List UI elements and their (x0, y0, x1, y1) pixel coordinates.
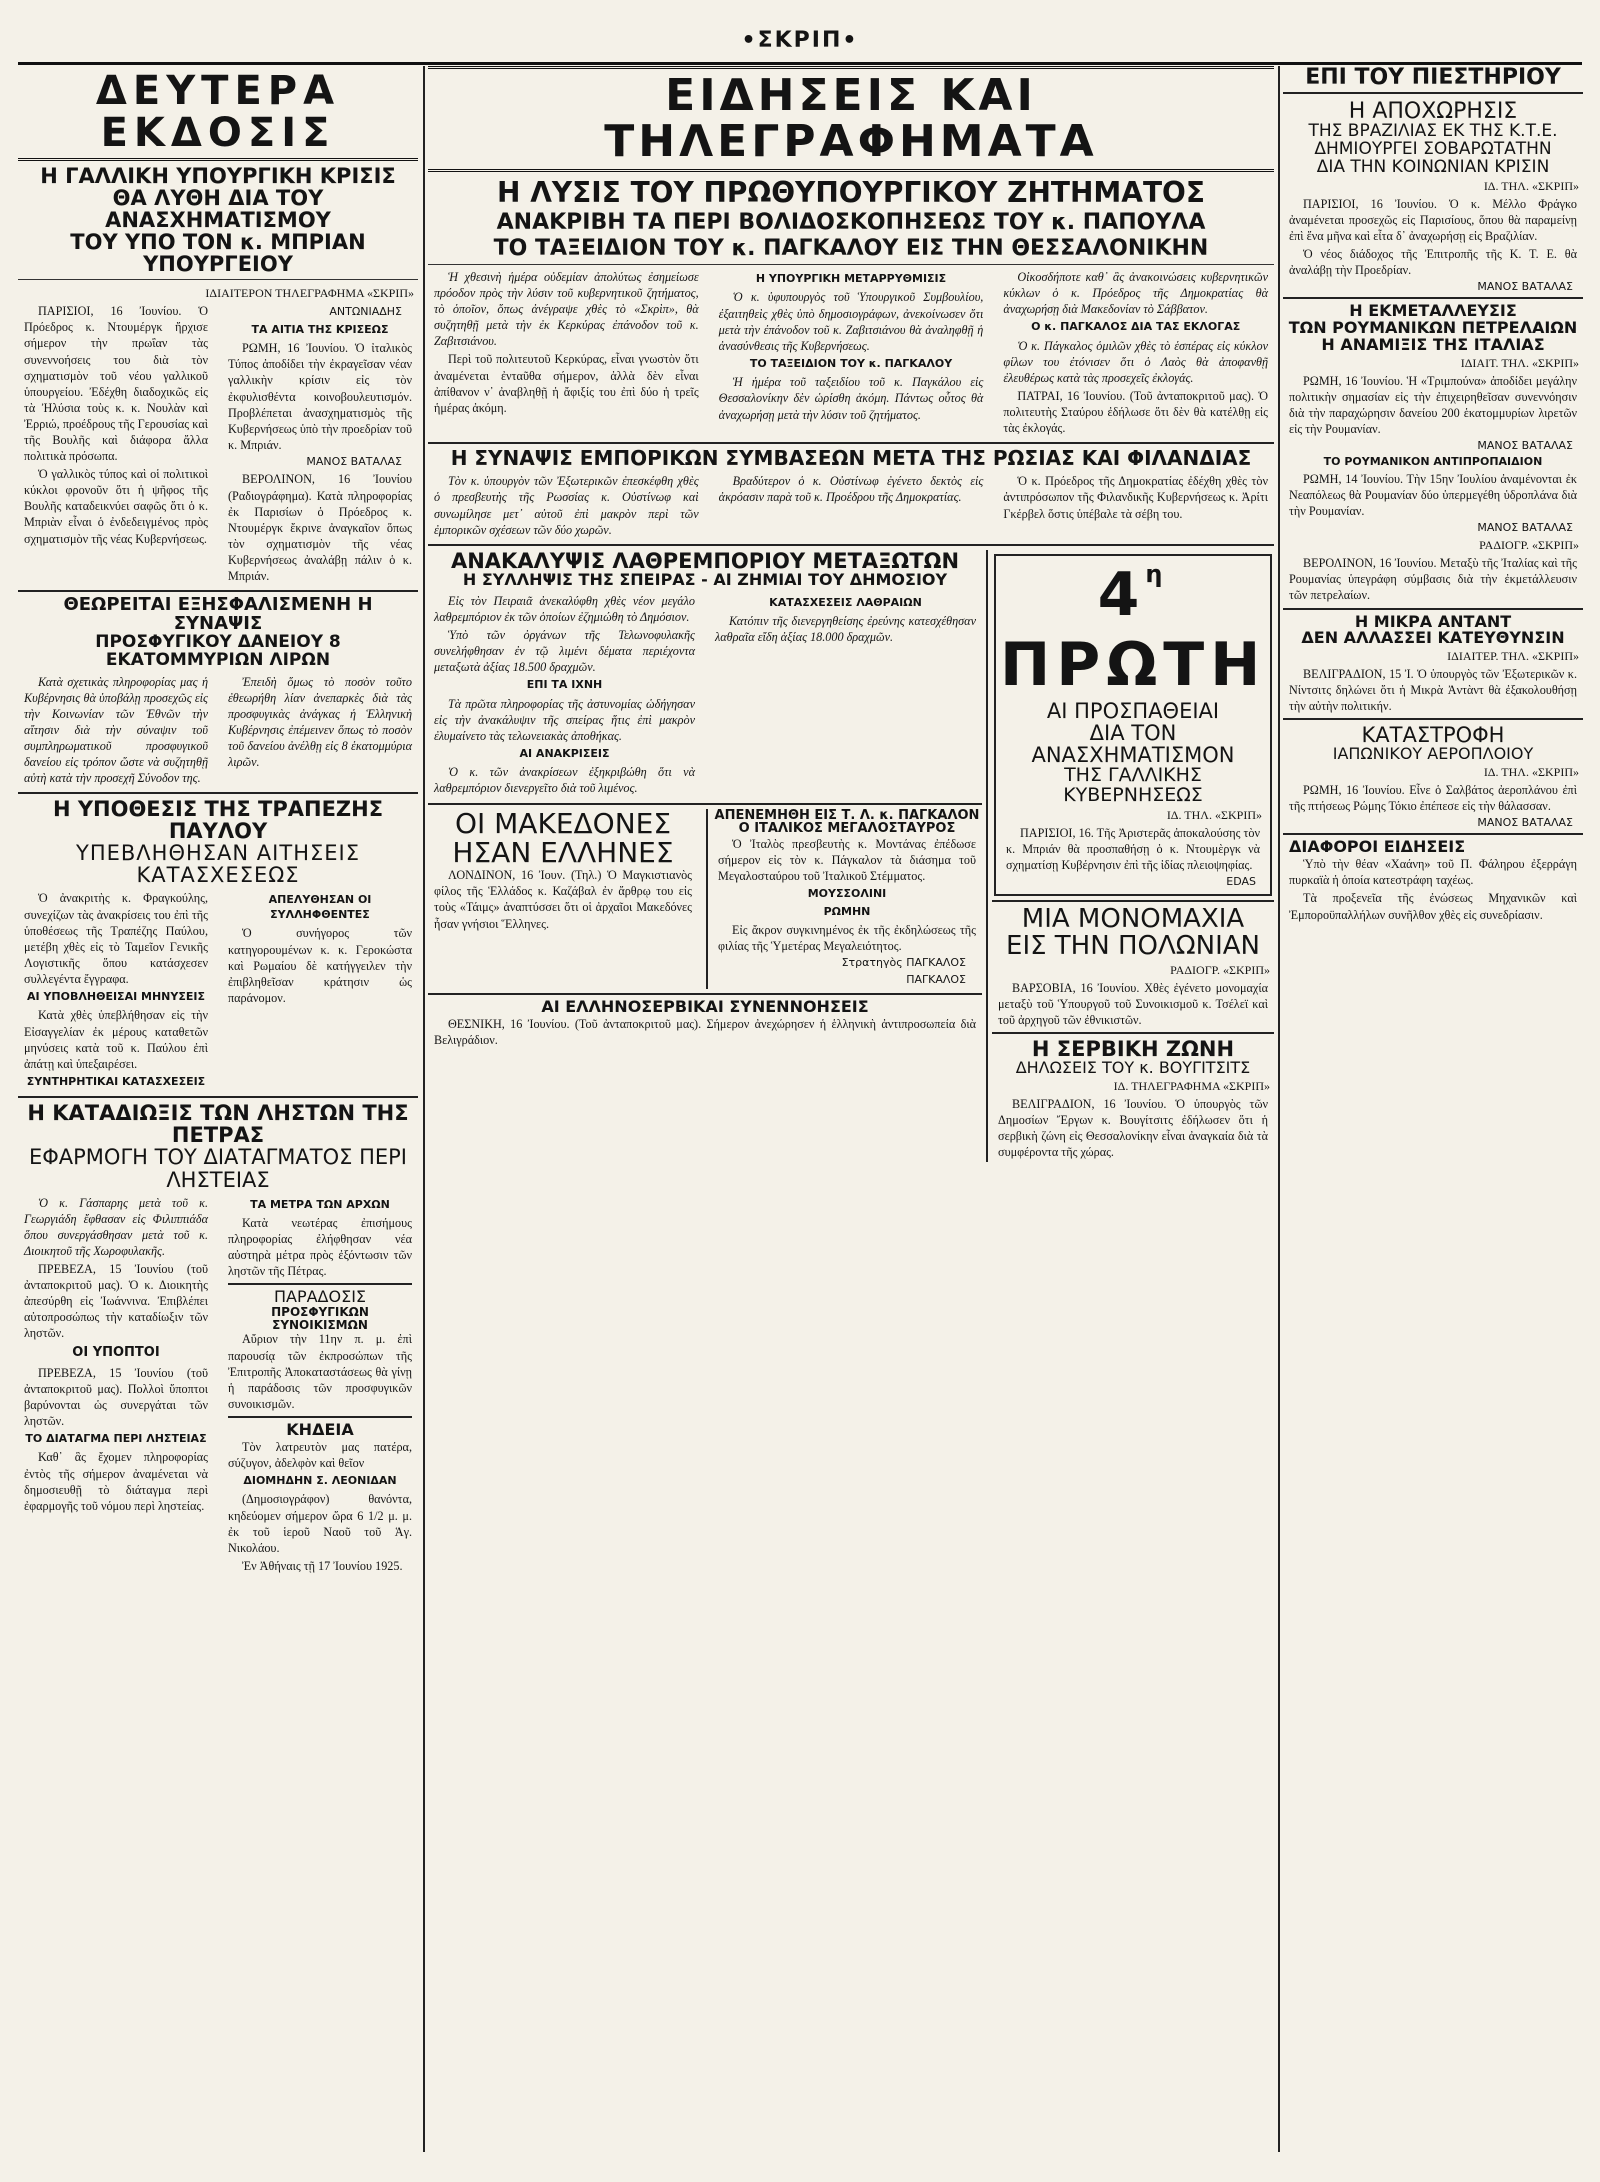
paragraph: Ὁ γαλλικὸς τύπος καὶ οἱ πολιτικοὶ κύκλοι φρονοῦν ὅτι ἡ ψῆφος τῆς Βουλῆς καταδεικνύει σαφῶς ὅτι ὁ κ. Μπριὰν εἶναι ὁ ἐνδεδειγμένος πρὸς σχηματισμὸν τῆς νέας Κυβερνήσεως. (24, 467, 208, 546)
byline: EDAS (1226, 874, 1256, 888)
paragraph: ΛΟΝΔΙΝΟΝ, 16 Ἰουν. (Τηλ.) Ὁ Μαγκιστιανὸς φίλος τῆς Ἑλλάδος κ. Καζάβαλ ἐν ἄρθρῳ του εἰς τοὺς «Τάιμς» ἀναπτύσσει ὅτι οἱ ἀρχαῖοι Μακεδόνες ἦσαν γνήσιοι Ἕλληνες. (434, 868, 692, 931)
article-premier-question (428, 178, 1274, 438)
section-heading: ΡΩΜΗΝ (823, 904, 871, 918)
paragraph: (Δημοσιογράφον) θανόντα, κηδεύομεν σήμερον ὥρα 6 1/2 μ. μ. ἐκ τοῦ ἱεροῦ Ναοῦ τοῦ Ἁγ. Νικολάου. (228, 1492, 412, 1555)
article-silk-smuggling (428, 550, 982, 799)
section-heading: Η ΥΠΟΥΡΓΙΚΗ ΜΕΤΑΡΡΥΘΜΙΣΙΣ (755, 271, 947, 285)
headline: Η ΣΕΡΒΙΚΗ ΖΩΝΗ (1031, 1036, 1235, 1061)
section-heading: ΤΟ ΔΙΑΤΑΓΜΑ ΠΕΡΙ ΛΗΣΤΕΙΑΣ (25, 1431, 207, 1445)
subheadline: ΔΙΑ ΤΗΝ ΚΟΙΝΩΝΙΑΝ ΚΡΙΣΙΝ (1316, 156, 1550, 177)
headline: ΔΙΑΦΟΡΟΙ ΕΙΔΗΣΕΙΣ (1289, 837, 1466, 857)
article-macedonians (428, 806, 698, 990)
article-pavlou-bank (18, 798, 418, 1092)
section-heading: Ο κ. ΠΑΓΚΑΛΟΣ ΔΙΑ ΤΑΣ ΕΚΛΟΓΑΣ (1031, 320, 1241, 334)
section-heading: ΤΟ ΡΟΥΜΑΝΙΚΟΝ ΑΝΤΙΠΡΟΠΑΙΔΙΟΝ (1323, 454, 1543, 468)
byline: ΜΑΝΟΣ ΒΑΤΑΛΑΣ (1477, 438, 1573, 452)
paragraph: Τὰ προξενεῖα τῆς ἐνώσεως Μηχανικῶν καὶ Ἐμποροϋπαλλήλων συνῆλθον χθὲς εἰς συνεδρίασιν. (1289, 891, 1577, 922)
paragraph: Κατὰ χθὲς ὑπεβλήθησαν εἰς τὴν Εἰσαγγελίαν ἐκ μέρους καταθετῶν μηνύσεις κατὰ τοῦ κ. Παύλου ἐπὶ ἀπάτῃ καὶ ὑπεξαιρέσει. (24, 1008, 208, 1071)
paragraph: ΒΕΡΟΛΙΝΟΝ, 16 Ἰουνίου. Μεταξὺ τῆς Ἰταλίας καὶ τῆς Ρουμανίας ὑπεγράφη σύμβασις διὰ τὴν ἐκμετάλλευσιν τῶν πετρελαίων. (1289, 556, 1577, 603)
article-polish-duel (992, 903, 1274, 1028)
article-petra-bandits (18, 1102, 418, 1576)
section-heading: ΜΟΥΣΣΟΛΙΝΙ (807, 887, 887, 901)
paragraph: ΠΑΡΙΣΙΟΙ, 16 Ἰουνίου. Ὁ κ. Μέλλο Φράγκο ἀναμένεται προσεχῶς εἰς Παρισίους, ὅπου θὰ παραμείνῃ ἐπὶ ἕνα μῆνα καὶ εἶτα δ᾽ ἀναχωρήσῃ εἰς Βραζιλίαν. (1289, 196, 1577, 243)
article-finland-russia (428, 448, 1274, 539)
paragraph: ΡΩΜΗ, 16 Ἰουνίου. Εἶνε ὁ Σαλβάτος ἀεροπλάνου ἐπὶ τῆς πτήσεως Ρώμης Τόκιο ἐπέπεσε εἰς τὴν θάλασσαν. (1289, 783, 1577, 814)
deceased-name: ΔΙΟΜΗΔΗΝ Σ. ΛΕΟΝΙΔΑΝ (243, 1473, 397, 1487)
paragraph: Κατόπιν τῆς διενεργηθείσης ἐρεύνης κατεσχέθησαν λαθραῖα εἴδη ἀξίας 18.000 δραχμῶν. (715, 614, 976, 645)
dateline: ΙΔ. ΤΗΛΕΓΡΑΦΗΜΑ «ΣΚΡΙΠ» (1113, 1078, 1270, 1093)
subheadline: ΕΦΑΡΜΟΓΗ ΤΟΥ ΔΙΑΤΑΓΜΑΤΟΣ ΠΕΡΙ ΛΗΣΤΕΙΑΣ (28, 1145, 408, 1192)
section-heading: ΑΠΕΛΥΘΗΣΑΝ ΟΙ ΣΥΛΛΗΦΘΕΝΤΕΣ (268, 893, 372, 921)
subheadline: ΔΗΛΩΣΕΙΣ ΤΟΥ κ. ΒΟΥΓΙΤΣΙΤΣ (1015, 1057, 1251, 1077)
subheadline: ΘΑ ΛΥΘΗ ΔΙΑ ΤΟΥ ΑΝΑΣΧΗΜΑΤΙΣΜΟΥ (105, 186, 331, 233)
column-left (18, 66, 418, 2156)
subheadline: Ο ΙΤΑΛΙΚΟΣ ΜΕΓΑΛΟΣΤΑΥΡΟΣ (738, 821, 956, 837)
paragraph: Κατὰ σχετικὰς πληροφορίας μας ἡ Κυβέρνησις θὰ ὑποβάλῃ προσεχῶς εἰς τὴν Κοινωνίαν τῶν Ἐθνῶν τὴν αἴτησιν διὰ τὴν σύναψιν τοῦ συμπληρωματικοῦ προσφυγικοῦ δανείου εἰς τρόπον ὥστε νὰ συζητηθῇ αὐτὴ κατὰ τὴν προσεχῆ Σύνοδον της. (24, 674, 208, 786)
divider (1283, 608, 1583, 610)
paragraph: Ὁ νέος διάδοχος τῆς Ἐπιτροπῆς τῆς Κ. Τ. Ε. θὰ ἀναλάβῃ τὴν Προεδρίαν. (1289, 247, 1577, 278)
article-little-entente (1283, 611, 1583, 715)
headline: Η ΥΠΟΘΕΣΙΣ ΤΗΣ ΤΡΑΠΕΖΗΣ ΠΑΥΛΟΥ (52, 797, 384, 844)
paragraph: Τὰ πρῶτα πληροφορίας τῆς ἀστυνομίας ὡδήγησαν εἰς τὴν ἀνακάλυψιν τῆς σπείρας ἥτις ἐπὶ μακρὸν ἐλυμαίνετο τὰς τελωνειακὰς ἀποθήκας. (434, 696, 695, 743)
dateline: ΙΔΙΑΙΤΕΡ. ΤΗΛ. «ΣΚΡΙΠ» (1447, 649, 1579, 664)
column-rule (423, 66, 425, 2152)
subheadline: ΕΙΣ ΤΗΝ ΠΟΛΩΝΙΑΝ (1006, 931, 1260, 962)
article-italian-decoration (706, 809, 982, 990)
subheadline: ΔΗΜΙΟΥΡΓΕΙ ΣΟΒΑΡΩΤΑΤΗΝ (1314, 139, 1552, 160)
section-heading: ΑΙ ΑΝΑΚΡΙΣΕΙΣ (519, 746, 610, 760)
section-heading: ΚΑΤΑΣΧΕΣΕΙΣ ΛΑΘΡΑΙΩΝ (769, 595, 922, 609)
divider (428, 544, 1274, 546)
section-heading: ΤΟ ΤΑΞΕΙΔΙΟΝ ΤΟΥ κ. ΠΑΓΚΑΛΟΥ (749, 356, 953, 370)
article-court-brazil (1283, 66, 1583, 293)
article-various-news (1283, 839, 1583, 922)
paragraph: Εἰς ἄκρον συγκινημένος ἐκ τῆς ἐκδηλώσεως τῆς φιλίας τῆς Ὑμετέρας Μεγαλειότητος. (718, 923, 976, 954)
section-heading: ΤΑ ΑΙΤΙΑ ΤΗΣ ΚΡΙΣΕΩΣ (251, 322, 389, 336)
divider (18, 792, 418, 794)
headline: ΠΑΡΑΔΟΣΙΣ (273, 1287, 367, 1307)
paragraph: Τὸν λατρευτὸν μας πατέρα, σύζυγον, ἀδελφὸν καὶ θεῖον (228, 1439, 412, 1470)
divider (228, 1416, 412, 1418)
divider (1283, 833, 1583, 835)
paragraph: Καθ᾽ ἃς ἔχομεν πληροφορίας ἐντὸς τῆς σήμερον ἀναμένεται νὰ δημοσιευθῇ τὸ διάταγμα περὶ ἐφαρμογῆς τοῦ νόμου περὶ ληστείας. (24, 1450, 208, 1513)
article-serbian-zone (992, 1038, 1274, 1160)
masthead: •ΣΚΡΙΠ• (741, 28, 859, 53)
paragraph: ΒΕΛΙΓΡΑΔΙΟΝ, 15 Ἰ. Ὁ ὑπουργὸς τῶν Ἐξωτερικῶν κ. Νίντσιτς δηλώνει ὅτι ἡ Μικρὰ Ἀντὰντ θὰ ἐξακολουθήσῃ τὴν αὐτὴν πολιτικήν. (1289, 667, 1577, 714)
byline: ΜΑΝΟΣ ΒΑΤΑΛΑΣ (1477, 521, 1573, 535)
column-main (428, 66, 1274, 2156)
paragraph: ΒΑΡΣΟΒΙΑ, 16 Ἰουνίου. Χθὲς ἐγένετο μονομαχία μεταξὺ τοῦ Ὑπουργοῦ τοῦ Συνοικισμοῦ κ. Τσέλεϊ καὶ τοῦ ἀρχηγοῦ τῶν ἐθνικιστῶν. (998, 980, 1268, 1027)
divider (18, 590, 418, 592)
subheadline: ΠΡΟΣΦΥΓΙΚΟΥ ΔΑΝΕΙΟΥ 8 ΕΚΑΤΟΜΜΥΡΙΩΝ ΛΙΡΩΝ (95, 631, 341, 670)
paragraph: ΠΑΡΙΣΙΟΙ, 16 Ἰουνίου. Ὁ Πρόεδρος κ. Ντουμέργκ ἤρχισε σήμερον τὴν πρωΐαν τὰς συνεννοήσεις του διὰ τὸν σχηματισμὸν τοῦ νέου γαλλικοῦ ὑπουργείου. Ἐδέχθη διαδοχικῶς εἰς τὰ Ἠλύσια τοὺς κ. κ. Νουλὰν καὶ Ἐρριώ, προέδρους τῆς Γερουσίας καὶ τῆς Βουλῆς καὶ διάφορα ἄλλα πολιτικὰ πρόσωπα. (24, 304, 208, 464)
paragraph: Ὁ κ. Γάσπαρης μετὰ τοῦ κ. Γεωργιάδη ἔφθασαν εἰς Φιλιππιάδα ὅπου συνεργάσθησαν μετὰ τοῦ κ. Διοικητοῦ τῆς Χωροφυλακῆς. (24, 1195, 208, 1258)
subheadline: ΙΑΠΩΝΙΚΟΥ ΑΕΡΟΠΛΟΙΟΥ (1332, 744, 1534, 764)
column-right (1283, 66, 1583, 2156)
subheadline: Η ΑΠΟΧΩΡΗΣΙΣ (1348, 99, 1518, 125)
paragraph: Ἡ χθεσινὴ ἡμέρα οὐδεμίαν ἀπολύτως ἐσημείωσε πρόοδον πρὸς τὴν λύσιν τοῦ κυβερνητικοῦ ζητήματος, τὸ ὁποῖον, ὅπως ἀνέγραψε χθὲς τὸ «Σκρὶπ», θὰ συζητηθῇ μετὰ τὴν ἐκ Κερκύρας ἐπάνοδον τοῦ κ. Ζαβιτσιάνου. (434, 269, 699, 349)
paragraph: ΡΩΜΗ, 14 Ἰουνίου. Τὴν 15ην Ἰουλίου ἀναμένονται ἐκ Νεαπόλεως θὰ Ρουμανίαν δύο ὑπερμεγέθη ὑδροπλάνα διὰ τὴν Ρουμανίαν. (1289, 471, 1577, 519)
paragraph: Οἰκοσδήποτε καθ᾽ ἃς ἀνακοινώσεις κυβερνητικῶν κύκλων ὁ κ. Πρόεδρος τῆς Δημοκρατίας θὰ ἀναχωρήσῃ διὰ Μακεδονίαν τὸ Σάββατον. (1003, 269, 1269, 317)
byline: ΜΑΝΟΣ ΒΑΤΑΛΑΣ (306, 454, 402, 468)
divider (18, 1096, 418, 1098)
subheadline: ΤΟΥ ΥΠΟ ΤΟΝ κ. ΜΠΡΙΑΝ ΥΠΟΥΡΓΕΙΟΥ (70, 230, 366, 277)
headline: ΜΙΑ ΜΟΝΟΜΑΧΙΑ (1021, 903, 1245, 934)
byline: Στρατηγὸς ΠΑΓΚΑΛΟΣ (841, 956, 966, 970)
edition-number (1000, 560, 1266, 700)
edition-number-digit: 4 (1097, 559, 1146, 630)
subheadline: Η ΑΝΑΜΙΞΙΣ ΤΗΣ ΙΤΑΛΙΑΣ (1321, 334, 1545, 354)
funeral-notice (228, 1419, 412, 1574)
article-refugee-settlements (228, 1289, 412, 1411)
paragraph: ΠΑΤΡΑΙ, 16 Ἰουνίου. (Τοῦ ἀνταποκριτοῦ μας). Ὁ πολιτευτὴς Σταύρου ἐδήλωσε ὅτι δὲν θὰ κατέλθῃ εἰς τὰς ἐκλογάς. (1003, 389, 1269, 436)
article-refugee-loan (18, 596, 418, 788)
paragraph: ΠΡΕΒΕΖΑ, 15 Ἰουνίου (τοῦ ἀνταποκριτοῦ μας). Πολλοὶ ὕποπτοι βαρύνονται ὡς συνεργάται τῶν ληστῶν. (24, 1365, 208, 1428)
divider (428, 264, 1274, 265)
paragraph: Ὁ συνήγορος τῶν κατηγορουμένων κ. κ. Γεροκώστα καὶ Ρωμαίου δὲ κατήγγειλεν τὴν ἐπιβληθεῖσαν κράτησιν ὡς παράνομον. (228, 926, 412, 1005)
article-french-crisis (18, 165, 418, 586)
byline: ΜΑΝΟΣ ΒΑΤΑΛΑΣ (1477, 816, 1573, 830)
divider (428, 993, 982, 995)
article-greek-serbian-talks (428, 999, 982, 1048)
dateline: ΡΑΔΙΟΓΡ. «ΣΚΡΙΠ» (1170, 962, 1270, 977)
paragraph: Ὁ Ἰταλὸς πρεσβευτὴς κ. Μοντάνας ἐπέδωσε σήμερον εἰς τὸν κ. Πάγκαλον τὰ διάσημα τοῦ Μεγαλοσταύρου τοῦ Ἰταλικοῦ Στέμματος. (718, 836, 976, 883)
article-japanese-plane (1283, 724, 1583, 829)
dateline: ΙΔΙΑΙΤΕΡΟΝ ΤΗΛΕΓΡΑΦΗΜΑ «ΣΚΡΙΠ» (205, 286, 414, 301)
divider (228, 1283, 412, 1285)
subheadline: ΠΡΟΣΦΥΓΙΚΩΝ ΣΥΝΟΙΚΙΣΜΩΝ (271, 1305, 369, 1332)
paragraph: Ὁ κ. τῶν ἀνακρίσεων ἐξηκριβώθη ὅτι νὰ λαθρεμπόριον διενεργεῖτο διὰ τοῦ λιμένος. (434, 765, 695, 796)
subheadline: ΗΣΑΝ ΕΛΛΗΝΕΣ (452, 835, 674, 869)
headline: Η ΓΑΛΛΙΚΗ ΥΠΟΥΡΓΙΚΗ ΚΡΙΣΙΣ (40, 164, 396, 188)
section-heading: ΤΑ ΜΕΤΡΑ ΤΩΝ ΑΡΧΩΝ (250, 1197, 390, 1211)
paragraph: Περὶ τοῦ πολιτευτοῦ Κερκύρας, εἶναι γνωστὸν ὅτι ἀναμένεται ἐνταῦθα σήμερον, ἀλλὰ δὲν εἶναι ἀπίθανον ν᾽ ἀναβληθῇ ἡ ἄφιξίς του ἐπὶ δύο ἡ τρεῖς ἡμέρας ἀκόμη. (434, 352, 699, 415)
byline: ΜΑΝΟΣ ΒΑΤΑΛΑΣ (1477, 280, 1573, 294)
paragraph: Βραδύτερον ὁ κ. Οὐστίνωφ ἐγένετο δεκτὸς εἰς ἀκρόασιν παρὰ τοῦ κ. Προέδρου τῆς Δημοκρατίας. (718, 474, 984, 505)
paragraph: Εἰς τὸν Πειραιᾶ ἀνεκαλύφθη χθὲς νέον μεγάλο λαθρεμπόριον ἐκ τῶν ὁποίων ἐζημιώθη τὸ Δημόσιον. (434, 593, 695, 624)
paragraph: ΒΕΡΟΛΙΝΟΝ, 16 Ἰουνίου (Ραδιογράφημα). Κατὰ πληροφορίας ἐκ Παρισίων ὁ Πρόεδρος κ. Ντουμέργκ ἔκρινε ἀναγκαῖον ὅπως τὸν σχηματισμὸν τῆς νέας Κυβερνήσεως ἀναλάβῃ πάλιν ὁ κ. Μπριάν. (228, 472, 412, 583)
paragraph: Ὁ ἀνακριτὴς κ. Φραγκούλης, συνεχίζων τὰς ἀνακρίσεις του ἐπὶ τῆς ὑποθέσεως τῆς Τραπέζης Παύλου, μετέβη χθὲς εἰς τὸ Ταμεῖον Γενικῆς Λογιστικῆς ὅπου κατάσχεσεν συλλεγέντα ἔγγραφα. (24, 891, 208, 986)
headline: Η ΣΥΝΑΨΙΣ ΕΜΠΟΡΙΚΩΝ ΣΥΜΒΑΣΕΩΝ ΜΕΤΑ ΤΗΣ ΡΩΣΙΑΣ ΚΑΙ ΦΙΛΑΝΔΙΑΣ (450, 446, 1252, 471)
headline: ΟΙ ΜΑΚΕΔΟΝΕΣ (454, 806, 672, 840)
notice-date: Ἐν Ἀθήναις τῇ 17 Ἰουνίου 1925. (242, 1558, 403, 1573)
headline: ΑΙ ΕΛΛΗΝΟΣΕΡΒΙΚΑΙ ΣΥΝΕΝΝΟΗΣΕΙΣ (541, 997, 869, 1017)
paragraph: ΡΩΜΗ, 16 Ἰουνίου. Ὁ ἰταλικὸς Τύπος ἀποδίδει τὴν ἐκραγεῖσαν νέαν γαλλικὴν κρίσιν εἰς τὸν ἐκφυλισθέντα κοινοβουλευτισμόν. Προβλέπεται ἀνασχηματισμὸς τῆς Κυβερνήσεως ὑπὸ τὴν προεδρίαν τοῦ κ. Μπριάν. (228, 341, 412, 452)
edition-word: ΠΡΩΤΗ (1000, 629, 1267, 700)
headline: ΚΗΔΕΙΑ (286, 1419, 354, 1439)
edition-number-suffix: η (1145, 559, 1169, 588)
subheadline: ΤΩΝ ΡΟΥΜΑΝΙΚΩΝ ΠΕΤΡΕΛΑΙΩΝ (1288, 317, 1578, 337)
headline: ΚΑΤΑΣΤΡΟΦΗ (1361, 723, 1505, 748)
paragraph: ΡΩΜΗ, 16 Ἰουνίου. Ἡ «Τριμπούνα» ἀποδίδει μεγάλην πολιτικὴν σημασίαν εἰς τὴν ἐπιχειρηθεῖσαν συνεννόησιν διὰ τὴν παραχώρησιν δανείου 200 ἑκατομμυρίων λιρετῶν εἰς τὴν Ρουμανίαν. (1289, 373, 1577, 436)
subheadline: ΤΗΣ ΒΡΑΖΙΛΙΑΣ ΕΚ ΤΗΣ Κ.Τ.Ε. (1308, 121, 1558, 142)
paragraph: Ὑπὸ τῶν ὀργάνων τῆς Τελωνοφυλακῆς συνελήφθησαν ἐν τῷ λιμένι δέματα περιέχοντα μεταξωτὰ ἀξίας 18.500 δραχμῶν. (434, 627, 695, 674)
byline: ΑΝΤΩΝΙΑΔΗΣ (329, 305, 402, 319)
subheadline: ΤΗΣ ΓΑΛΛΙΚΗΣ ΚΥΒΕΡΝΗΣΕΩΣ (1063, 763, 1203, 806)
divider (1283, 297, 1583, 299)
dateline: ΙΔ. ΤΗΛ. «ΣΚΡΙΠ» (1166, 807, 1262, 822)
divider (992, 1032, 1274, 1034)
subheadline: ΑΝΑΚΡΙΒΗ ΤΑ ΠΕΡΙ ΒΟΛΙΔΟΣΚΟΠΗΣΕΩΣ ΤΟΥ κ. ΠΑΠΟΥΛΑ (496, 209, 1206, 235)
article-romanian-petrol (1283, 303, 1583, 603)
headline: ΑΙ ΠΡΟΣΠΑΘΕΙΑΙ (1046, 698, 1220, 723)
paragraph: Ὁ κ. ὑφυπουργὸς τοῦ Ὑπουργικοῦ Συμβουλίου, ἐξαιτηθεὶς χθὲς ὑπὸ δημοσιογράφων, ἀνεκοίνωσεν ὅτι μετὰ τὴν ἐπάνοδον τοῦ κ. Ζαβιτσιάνου θὰ ἀναληφθῇ ἡ ἀνασύνθεσις τῆς Κυβερνήσεως. (718, 290, 984, 353)
paragraph: Ὑπὸ τὴν θέαν «Χαάνη» τοῦ Π. Φάληρου ἐξερράγη πυρκαϊὰ ἡ ὁποία κατεστράφη ταχέως. (1289, 857, 1577, 888)
headline: Η ΕΚΜΕΤΑΛΛΕΥΣΙΣ (1349, 301, 1517, 321)
paragraph: ΠΡΕΒΕΖΑ, 15 Ἰουνίου (τοῦ ἀνταποκριτοῦ μας). Ὁ κ. Διοικητὴς ἀπεσύρθη εἰς Ἰωάννινα. Ἐπιβλέπει αὐτοπροσώπως τὴν καταδίωξιν τῶν ληστῶν. (24, 1261, 208, 1341)
top-rule (18, 62, 1582, 65)
headline: ΑΠΕΝΕΜΗΘΗ ΕΙΣ Τ. Λ. κ. ΠΑΓΚΑΛΟΝ (714, 807, 980, 823)
paragraph: Ἡ ἡμέρα τοῦ ταξειδίου τοῦ κ. Παγκάλου εἰς Θεσσαλονίκην δὲν ὡρίσθη ἀκόμη. Πάντως οὗτος θὰ ἀναχωρήσῃ μετὰ τὴν λύσιν τοῦ ζητήματος. (718, 375, 984, 422)
headline: Η ΚΑΤΑΔΙΩΞΙΣ ΤΩΝ ΛΗΣΤΩΝ ΤΗΣ ΠΕΤΡΑΣ (27, 1101, 409, 1148)
divider (1283, 718, 1583, 720)
edition-heading: ΔΕΥΤΕΡΑ ΕΚΔΟΣΙΣ (18, 66, 418, 161)
headline: Η ΜΙΚΡΑ ΑΝΤΑΝΤ (1354, 611, 1512, 631)
divider (18, 279, 418, 280)
news-banner: ΕΙΔΗΣΕΙΣ ΚΑΙ ΤΗΛΕΓΡΑΦΗΜΑΤΑ (428, 66, 1274, 172)
section-heading: ΑΙ ΥΠΟΒΛΗΘΕΙΣΑΙ ΜΗΝΥΣΕΙΣ (27, 989, 205, 1003)
article-fourth-edition (994, 554, 1272, 896)
divider (428, 803, 982, 805)
section-heading: ΟΙ ΥΠΟΠΤΟΙ (72, 1345, 160, 1361)
paragraph: ΠΑΡΙΣΙΟΙ, 16. Τῆς Ἀριστερᾶς ἀποκαλούσης τὸν κ. Μπριάν θὰ προσπαθήσῃ ὁ κ. Ντουμὲργκ νὰ σχηματίσῃ Κυβέρνησιν ἐπὶ τῆς ἰδίας πλειοψηφίας. (1006, 825, 1260, 872)
subheadline: Η ΣΥΛΛΗΨΙΣ ΤΗΣ ΣΠΕΙΡΑΣ - ΑΙ ΖΗΜΙΑΙ ΤΟΥ ΔΗΜΟΣΙΟΥ (462, 569, 948, 589)
section-heading: ΣΥΝΤΗΡΗΤΙΚΑΙ ΚΑΤΑΣΧΕΣΕΙΣ (26, 1074, 206, 1088)
subheadline: ΤΟ ΤΑΞΕΙΔΙΟΝ ΤΟΥ κ. ΠΑΓΚΑΛΟΥ ΕΙΣ ΤΗΝ ΘΕΣΣΑΛΟΝΙΚΗΝ (493, 235, 1209, 261)
dateline: ΙΔ. ΤΗΛ. «ΣΚΡΙΠ» (1483, 178, 1579, 193)
section-heading: ΕΠΙ ΤΑ ΙΧΝΗ (526, 678, 603, 691)
column-rule (1278, 66, 1280, 2152)
subheadline: ΥΠΕΒΛΗΘΗΣΑΝ ΑΙΤΗΣΕΙΣ ΚΑΤΑΣΧΕΣΕΩΣ (76, 841, 360, 888)
subheadline: ΔΕΝ ΑΛΛΑΣΣΕΙ ΚΑΤΕΥΘΥΝΣΙΝ (1301, 628, 1565, 648)
dateline: ΙΔΙΑΙΤ. ΤΗΛ. «ΣΚΡΙΠ» (1460, 355, 1579, 370)
headline: ΕΠΙ ΤΟΥ ΠΙΕΣΤΗΡΙΟΥ (1283, 66, 1583, 94)
headline: Η ΛΥΣΙΣ ΤΟΥ ΠΡΩΘΥΠΟΥΡΓΙΚΟΥ ΖΗΤΗΜΑΤΟΣ (497, 176, 1205, 210)
paragraph: Ἐπειδὴ ὅμως τὸ ποσὸν τοῦτο ἐθεωρήθη λίαν ἀνεπαρκὲς διὰ τὰς προσφυγικὰς ἀνάγκας ἡ Ἑλληνικὴ Κυβέρνησις ἐπέμεινεν ὅπως τὸ ποσὸν τοῦ δανείου ἀνέλθῃ εἰς 8 ἑκατομμύρια λιρῶν. (228, 674, 412, 770)
paragraph: ΒΕΛΙΓΡΑΔΙΟΝ, 16 Ἰουνίου. Ὁ ὑπουργὸς τῶν Δημοσίων Ἔργων κ. Βουγίτσιτς ἐδήλωσεν ὅτι ἡ σερβικὴ ζώνη εἰς Θεσσαλονίκην εἶναι ἀναγκαία διὰ τὰ συμφέροντα τῆς χώρας. (998, 1096, 1268, 1159)
headline: ΑΝΑΚΑΛΥΨΙΣ ΛΑΘΡΕΜΠΟΡΙΟΥ ΜΕΤΑΞΩΤΩΝ (450, 548, 960, 573)
divider (992, 900, 1274, 902)
paragraph: ΘΕΣΝΙΚΗ, 16 Ἰουνίου. (Τοῦ ἀνταποκριτοῦ μας). Σήμερον ἀνεχώρησεν ἡ ἑλληνικὴ ἀντιπροσωπεία διὰ Βελιγράδιον. (434, 1017, 976, 1048)
paragraph: Αὔριον τὴν 11ην π. μ. ἐπὶ παρουσίᾳ τῶν ἐκπροσώπων τῆς Ἐπιτροπῆς Ἀποκαταστάσεως θὰ γίνῃ ἡ παράδοσις τῶν προσφυγικῶν συνοικισμῶν. (228, 1332, 412, 1411)
paragraph: Τὸν κ. ὑπουργὸν τῶν Ἐξωτερικῶν ἐπεσκέφθη χθὲς ὁ πρεσβευτὴς τῆς Ρωσσίας κ. Οὐστίνωφ καὶ συνωμίλησε μετ᾽ αὐτοῦ ἐπὶ μακρὸν περὶ τῶν ἐμπορικῶν σχέσεων τῶν δύο χωρῶν. (434, 474, 699, 537)
subheadline: ΔΙΑ ΤΟΝ ΑΝΑΣΧΗΜΑΤΙΣΜΟΝ (1031, 720, 1235, 767)
dateline: ΙΔ. ΤΗΛ. «ΣΚΡΙΠ» (1483, 765, 1579, 780)
dateline: ΡΑΔΙΟΓΡ. «ΣΚΡΙΠ» (1479, 538, 1579, 553)
headline: ΘΕΩΡΕΙΤΑΙ ΕΞΗΣΦΑΛΙΣΜΕΝΗ Η ΣΥΝΑΨΙΣ (63, 594, 373, 634)
paragraph: Ὁ κ. Πάγκαλος ὁμιλῶν χθὲς τὸ ἑσπέρας εἰς κύκλον φίλων του ἐτόνισεν ὅτι ὁ Λαὸς θὰ ἀποφανθῇ ἐλευθέρως κατὰ τὰς προσεχεῖς ἐκλογάς. (1003, 338, 1269, 385)
paragraph: Ὁ κ. Πρόεδρος τῆς Δημοκρατίας ἐδέχθη χθὲς τὸν ἀντιπρόσωπον τῆς Φιλανδικῆς Κυβερνήσεως κ. Ἀρίτι Γκέρβελ ὅστις ὑπέβαλε τὰ σέβη του. (1003, 474, 1269, 521)
byline: ΠΑΓΚΑΛΟΣ (906, 972, 966, 986)
paragraph: Κατὰ νεωτέρας ἐπισήμους πληροφορίας ἐλήφθησαν νέα αὐστηρὰ μέτρα πρὸς ἐξόντωσιν τῶν ληστῶν τῆς Πέτρας. (228, 1216, 412, 1279)
divider (428, 442, 1274, 444)
